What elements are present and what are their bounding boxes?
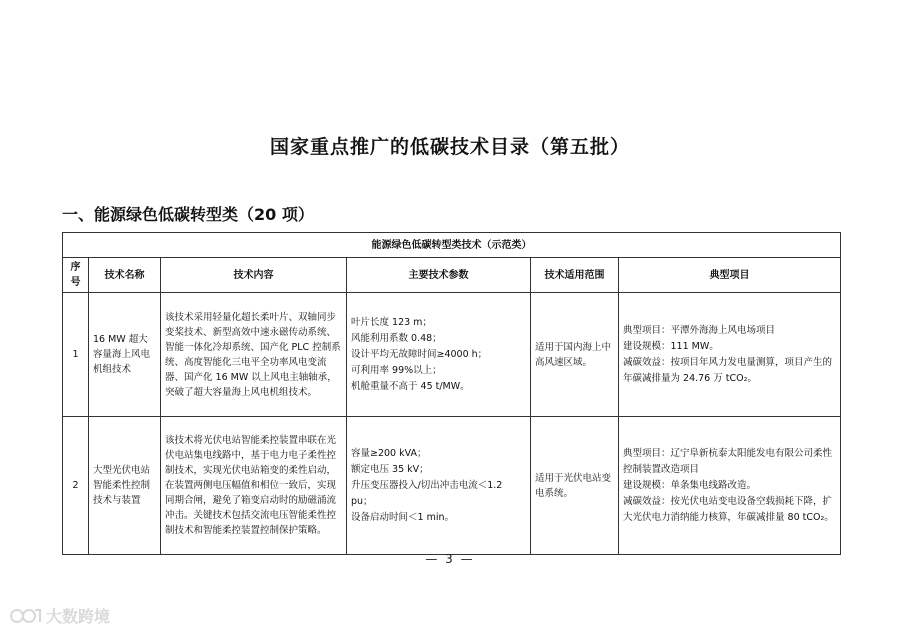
table-caption: 能源绿色低碳转型类技术（示范类）	[63, 233, 841, 258]
technology-content: 该技术将光伏电站智能柔控装置串联在光伏电站集电线路中，基于电力电子柔性控制技术，实现光伏电站箱变的柔性启动，在装置两侧电压幅值和相位一致后，实现同期合闸，避免了箱变启动时的励磁涌流冲击。关键技术包括交流电压智能柔性控制技术和智能柔控装置控制保护策略。	[161, 417, 347, 555]
header-content: 技术内容	[161, 258, 347, 293]
watermark-text: 大数跨境	[46, 607, 111, 626]
section-heading: 一、能源绿色低碳转型类（20 项）	[62, 205, 314, 224]
param-line: 风能利用系数 0.48；	[351, 332, 442, 344]
param-line: 叶片长度 123 m；	[351, 316, 432, 328]
param-line: 额定电压 35 kV；	[351, 463, 429, 475]
technology-table	[62, 232, 841, 555]
page-number: — 3 —	[425, 552, 475, 566]
example-line: 典型项目：平潭外海海上风电场项目	[623, 324, 776, 336]
example-line: 减碳效益：按项目年风力发电量测算，项目产生的年碳减排量为 24.76 万 tCO₂。	[623, 356, 833, 384]
technology-params	[347, 417, 531, 555]
header-num: 序号	[63, 258, 89, 293]
param-line: 设计平均无故障时间≥4000 h；	[351, 348, 488, 360]
document-title: 国家重点推广的低碳技术目录（第五批）	[269, 136, 630, 158]
application-scope: 适用于国内海上中高风速区域。	[531, 293, 619, 417]
header-name: 技术名称	[89, 258, 161, 293]
row-number: 2	[63, 417, 89, 555]
row-number: 1	[63, 293, 89, 417]
technology-name: 16 MW 超大容量海上风电机组技术	[89, 293, 161, 417]
technology-name: 大型光伏电站智能柔性控制技术与装置	[89, 417, 161, 555]
param-line: 升压变压器投入/切出冲击电流＜1.2 pu；	[351, 479, 503, 507]
table-header-row	[63, 258, 841, 293]
param-line: 可利用率 99%以上；	[351, 364, 442, 376]
param-line: 机舱重量不高于 45 t/MW。	[351, 380, 470, 392]
watermark-logo-icon	[8, 605, 42, 627]
header-params: 主要技术参数	[347, 258, 531, 293]
param-line: 设备启动时间＜1 min。	[351, 511, 454, 523]
example-line: 典型项目：辽宁阜新杭泰太阳能发电有限公司柔性控制装置改造项目	[623, 447, 833, 475]
example-line: 建设规模：单条集电线路改造。	[623, 479, 757, 491]
application-scope: 适用于光伏电站变电系统。	[531, 417, 619, 555]
table-row	[63, 417, 841, 555]
typical-project	[619, 417, 841, 555]
header-example: 典型项目	[619, 258, 841, 293]
technology-content: 该技术采用轻量化超长柔叶片、双轴同步变桨技术、新型高效中速永磁传动系统、智能一体化冷却系统、国产化 PLC 控制系统、高度智能化三电平全功率风电变流器、国产化 16 MW 以上风电主轴轴承，突破了超大容量海上风电机组技术。	[161, 293, 347, 417]
header-scope: 技术适用范围	[531, 258, 619, 293]
table-row	[63, 293, 841, 417]
watermark	[8, 604, 110, 627]
example-line: 减碳效益：按光伏电站变电设备空载损耗下降，扩大光伏电力消纳能力核算，年碳减排量 80 tCO₂。	[623, 495, 834, 523]
example-line: 建设规模：111 MW。	[623, 340, 719, 352]
param-line: 容量≥200 kVA；	[351, 447, 427, 459]
typical-project	[619, 293, 841, 417]
technology-params	[347, 293, 531, 417]
